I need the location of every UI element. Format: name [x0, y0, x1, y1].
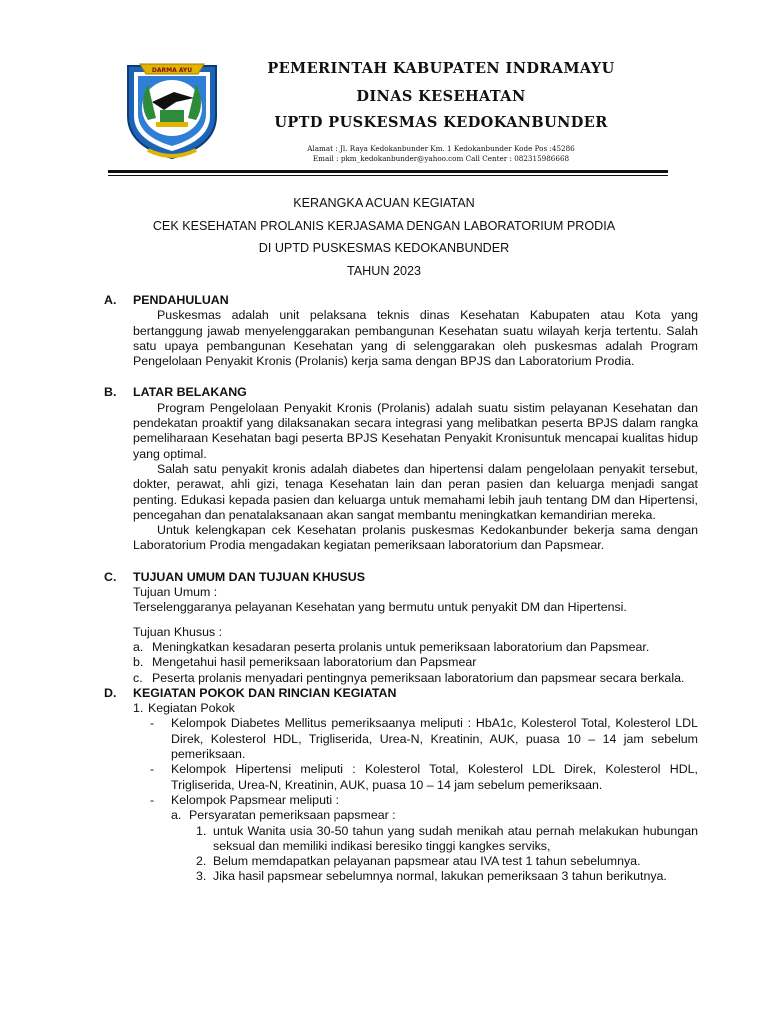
list-item-text: Kelompok Papsmear meliputi : [171, 792, 340, 807]
list-item-marker: a. [171, 808, 182, 823]
document-title-block [100, 192, 668, 282]
section-letter: A. [104, 293, 117, 307]
document-title: KERANGKA ACUAN KEGIATAN [293, 196, 475, 210]
letterhead-address: Alamat : Jl. Raya Kedokanbunder Km. 1 Kedokanbunder Kode Pos :45286 [307, 144, 575, 153]
section-title: KEGIATAN POKOK DAN RINCIAN KEGIATAN [133, 685, 397, 700]
section-pendahuluan [104, 293, 698, 369]
letterhead-contact: Email : pkm_kedokanbunder@yahoo.com Call Center : 082315986668 [312, 154, 570, 163]
section-heading [104, 385, 698, 400]
document-year: TAHUN 2023 [347, 263, 421, 278]
section-latar-belakang [104, 385, 698, 553]
list-item-text: Kelompok Diabetes Mellitus pemeriksaanya meliputi : HbA1c, Kolesterol Total, Kolesterol LDL Direk, Kolesterol HDL, Trigliserida, Urea-N, Kreatinin, AUK, puasa 10 – 14 jam sebelum pemeriksaan. [171, 716, 698, 762]
list-item [150, 716, 698, 762]
letterhead-department: DINAS KESEHATAN [356, 88, 526, 105]
list-item-text: Kegiatan Pokok [148, 701, 235, 716]
list-item-text: untuk Wanita usia 30-50 tahun yang sudah menikah atau pernah melakukan hubungan seksual dan memiliki indikasi beresiko tinggi kangkes serviks, [213, 823, 698, 853]
document-subtitle: CEK KESEHATAN PROLANIS KERJASAMA DENGAN LABORATORIUM PRODIA [152, 218, 616, 233]
list-item-marker: 1. [196, 823, 207, 838]
list-item-marker: - [150, 762, 155, 777]
logo-banner-text [152, 67, 192, 74]
list-item-marker: 3. [196, 869, 207, 884]
list-item-text: Mengetahui hasil pemeriksaan laboratorium dan Papsmear [152, 655, 477, 670]
list-item [150, 793, 698, 808]
list-item-marker: c. [133, 670, 143, 685]
section-heading [104, 570, 698, 585]
list-item-text: Kelompok Hipertensi meliputi : Kolesterol Total, Kolesterol LDL Direk, Kolesterol HDL, Trigliserida, Urea-N, Kreatinin, AUK, puasa 10 – 14 jam sebelum pemeriksaan. [171, 762, 698, 792]
list-item [196, 869, 698, 884]
letterhead-government: PEMERINTAH KABUPATEN INDRAMAYU [267, 60, 615, 77]
list-item [150, 762, 698, 793]
list-item-text: Jika hasil papsmear sebelumnya normal, lakukan pemeriksaan 3 tahun berikutnya. [213, 869, 667, 884]
list-item-text: Peserta prolanis menyadari pentingnya pemeriksaan laboratorium dan papsmear secara berkala. [152, 670, 685, 685]
section-tujuan [104, 570, 698, 686]
list-item-marker: 1. [133, 701, 144, 716]
tujuan-umum-label: Tujuan Umum : [133, 585, 218, 600]
list-item-marker: a. [133, 639, 144, 654]
list-item-marker: - [150, 792, 155, 807]
list-item [133, 671, 698, 686]
letterhead-thin-rule [108, 175, 668, 176]
list-item [196, 824, 698, 855]
list-item-text: Persyaratan pemeriksaan papsmear : [189, 808, 396, 823]
list-item [171, 808, 698, 823]
paragraph: Untuk kelengkapan cek Kesehatan prolanis puskesmas Kedokanbunder bekerja sama dengan Laboratorium Prodia mengadakan kegiatan pemeriksaan laboratorium dan Papsmear. [133, 523, 698, 553]
section-heading [104, 293, 698, 308]
paragraph: Puskesmas adalah unit pelaksana teknis dinas Kesehatan Kabupaten atau Kota yang bertanggung jawab menyelenggarakan pembangunan Kesehatan suatu wilayah kerja tertentu. Salah satu upaya pembangunan Kesehatan yang di selenggarakan oleh puskesmas adalah Program Pengelolaan Penyakit Kronis (Prolanis) kerja sama dengan BPJS dan Laboratorium Prodia. [133, 308, 698, 369]
svg-text:DARMA AYU: DARMA AYU [151, 67, 193, 74]
letterhead-institution: UPTD PUSKESMAS KEDOKANBUNDER [274, 114, 608, 131]
section-kegiatan [104, 686, 698, 885]
list-item [133, 640, 698, 655]
list-item-text: Belum memdapatkan pelayanan papsmear atau IVA test 1 tahun sebelumnya. [213, 854, 641, 869]
list-item-marker: 2. [196, 854, 207, 869]
indramayu-coat-of-arms-logo [118, 58, 226, 162]
section-heading [104, 686, 698, 701]
list-item [196, 854, 698, 869]
list-item-text: Meningkatkan kesadaran peserta prolanis untuk pemeriksaan laboratorium dan Papsmear. [152, 639, 650, 654]
list-item-marker: b. [133, 655, 144, 670]
paragraph: Program Pengelolaan Penyakit Kronis (Prolanis) adalah suatu sistim pelayanan Kesehatan dan pendekatan proaktif yang dilaksanakan secara integrasi yang melibatkan peserta BPJS dalam rangka pemeliharaan Kesehatan bagi peserta BPJS Kesehatan Penyakit Kronisuntuk mencapai kualitas hidup yang optimal. [133, 400, 698, 461]
section-letter: C. [104, 569, 117, 584]
section-title: TUJUAN UMUM DAN TUJUAN KHUSUS [133, 569, 365, 584]
letterhead-thick-rule [108, 170, 668, 173]
section-letter: D. [104, 685, 117, 700]
paragraph: Salah satu penyakit kronis adalah diabetes dan hipertensi dalam pengelolaan penyakit tersebut, dokter, perawat, ahli gizi, tenaga Kesehatan lain dan peran pasien dan keluarga menjadi sangat penting. Edukasi kepada pasien dan keluarga untuk memahami lebih jauh tentang DM dan Hipertensi, pencegahan dan penatalaksanaan akan sangat membantu meningkatkan kemandirian mereka. [133, 461, 698, 522]
letterhead [232, 60, 650, 164]
list-item [133, 655, 698, 670]
document-location: DI UPTD PUSKESMAS KEDOKANBUNDER [258, 241, 510, 255]
section-title: LATAR BELAKANG [133, 385, 247, 400]
section-title: PENDAHULUAN [133, 293, 229, 307]
list-item-marker: - [150, 716, 155, 731]
tujuan-umum-text: Terselenggaranya pelayanan Kesehatan yang bermutu untuk penyakit DM dan Hipertensi. [133, 600, 627, 615]
list-item [133, 701, 698, 716]
section-letter: B. [104, 385, 117, 400]
tujuan-khusus-label: Tujuan Khusus : [133, 624, 223, 639]
document-body [104, 293, 698, 885]
